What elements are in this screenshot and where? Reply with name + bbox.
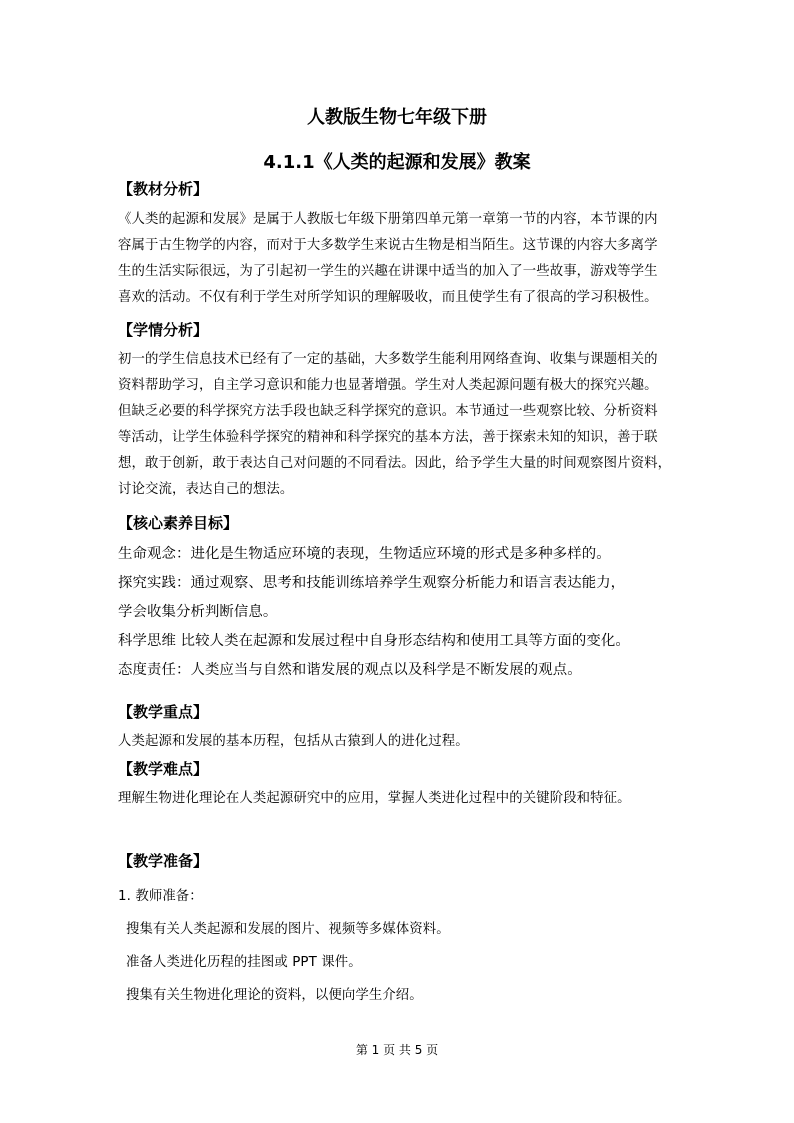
paragraph-line: 资料帮助学习，自主学习意识和能力也显著增强。学生对人类起源问题有极大的探究兴趣。	[118, 378, 658, 393]
section-heading-preparation: 【教学准备】	[118, 852, 209, 870]
goal-line: 科学思维 比较人类在起源和发展过程中自身形态结构和使用工具等方面的变化。	[118, 633, 630, 649]
list-item: 搜集有关人类起源和发展的图片、视频等多媒体资料。	[126, 922, 450, 937]
goal-line: 态度责任：人类应当与自然和谐发展的观点以及科学是不断发展的观点。	[118, 662, 582, 678]
section-material	[118, 178, 688, 200]
paragraph-line: 人类起源和发展的基本历程，包括从古猿到人的进化过程。	[118, 734, 469, 749]
section-students-body	[118, 347, 688, 503]
paragraph-line: 生的生活实际很远，为了引起初一学生的兴趣在讲课中适当的加入了一些故事，游戏等学生	[118, 264, 658, 279]
document-subtitle: 4.1.1《人类的起源和发展》教案	[263, 152, 531, 173]
paragraph-line: 容属于古生物学的内容，而对于大多数学生来说古生物是相当陌生。这节课的内容大多离学	[118, 238, 658, 253]
section-difficulties-body	[118, 786, 688, 812]
paragraph-line: 但缺乏必要的科学探究方法手段也缺乏科学探究的意识。本节通过一些观察比较、分析资料	[118, 404, 658, 419]
paragraph-line: 初一的学生信息技术已经有了一定的基础，大多数学生能利用网络查询、收集与课题相关的	[118, 352, 658, 367]
section-heading-difficulties: 【教学难点】	[118, 760, 209, 778]
paragraph-line: 等活动，让学生体验科学探究的精神和科学探究的基本方法，善于探索未知的知识，善于联	[118, 430, 658, 445]
section-goals	[118, 512, 688, 534]
section-heading-students: 【学情分析】	[118, 321, 209, 339]
section-heading-material: 【教材分析】	[118, 180, 209, 198]
paragraph-line: 《人类的起源和发展》是属于人教版七年级下册第四单元第一章第一节的内容，本节课的内	[118, 212, 658, 227]
goal-line: 生命观念：进化是生物适应环境的表现，生物适应环境的形式是多种多样的。	[118, 546, 611, 562]
section-students	[118, 319, 688, 341]
goal-line: 探究实践：通过观察、思考和技能训练培养学生观察分析能力和语言表达能力，	[118, 575, 626, 591]
section-goals-body	[118, 540, 688, 685]
section-material-body	[118, 207, 688, 311]
section-heading-key-points: 【教学重点】	[118, 703, 209, 721]
section-key-points	[118, 701, 688, 723]
list-item: 搜集有关生物进化理论的资料，以便向学生介绍。	[126, 988, 423, 1003]
paragraph-line: 喜欢的活动。不仅有利于学生对所学知识的理解吸收，而且使学生有了很高的学习积极性。	[118, 290, 658, 305]
section-preparation-body	[118, 880, 688, 1012]
section-difficulties	[118, 758, 688, 780]
document-title: 人教版生物七年级下册	[307, 107, 487, 128]
paragraph-line: 想，敢于创新，敢于表达自己对问题的不同看法。因此，给予学生大量的时间观察图片资料，	[118, 456, 672, 471]
goal-line: 学会收集分析判断信息。	[118, 604, 278, 620]
list-item: 1. 教师准备：	[118, 889, 203, 904]
section-preparation	[118, 850, 688, 872]
page-footer: 第 1 页 共 5 页	[355, 1043, 439, 1057]
section-key-points-body	[118, 729, 688, 755]
paragraph-line: 理解生物进化理论在人类起源研究中的应用，掌握人类进化过程中的关键阶段和特征。	[118, 791, 631, 806]
list-item: 准备人类进化历程的挂图或 PPT 课件。	[126, 955, 362, 970]
paragraph-line: 讨论交流，表达自己的想法。	[118, 482, 294, 497]
section-heading-goals: 【核心素养目标】	[118, 514, 239, 532]
